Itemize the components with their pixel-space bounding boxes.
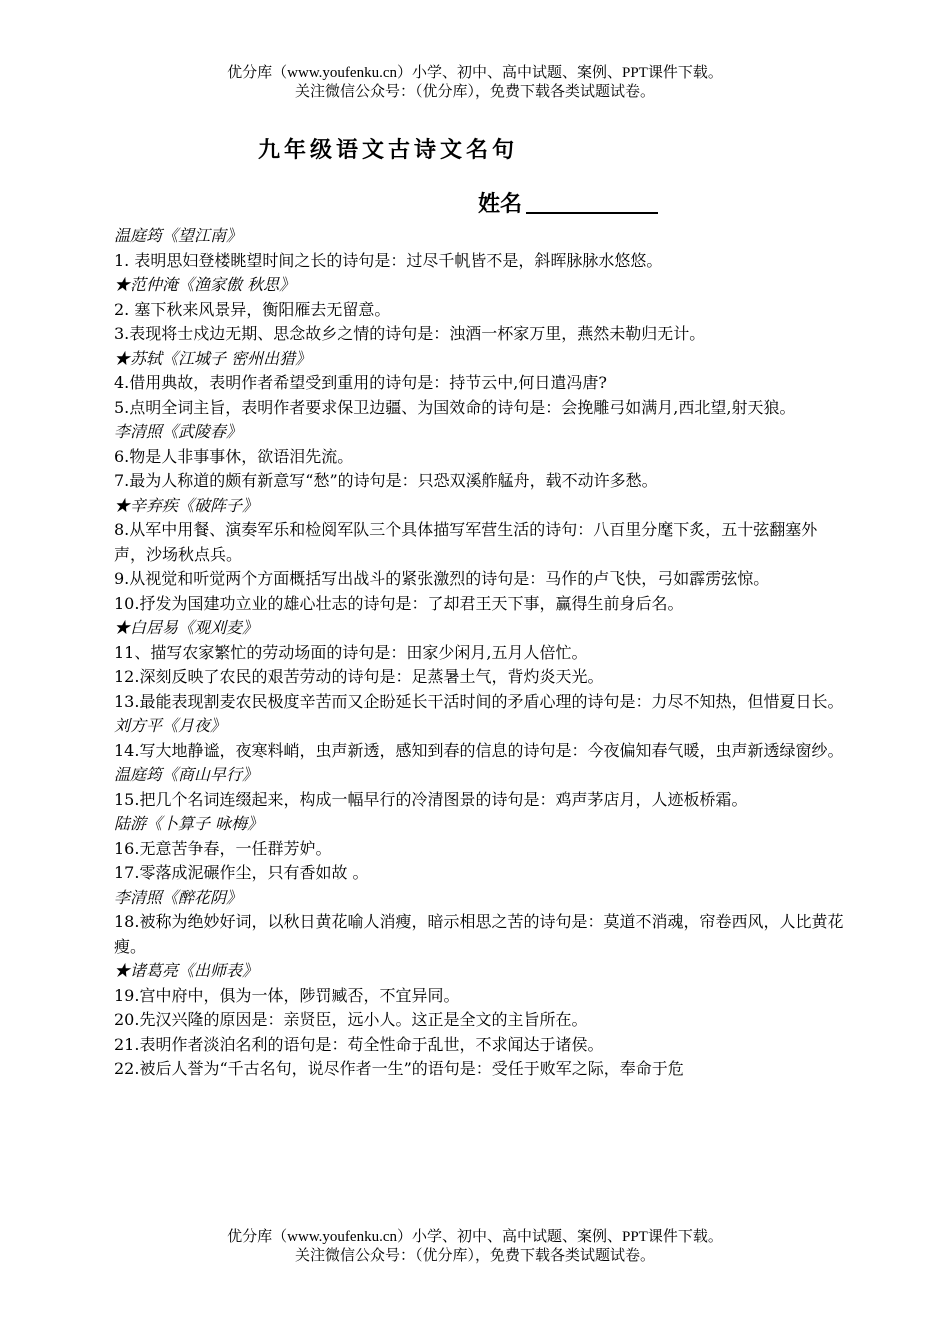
poem-list: [114, 224, 846, 1082]
quote-item: 1. 表明思妇登楼眺望时间之长的诗句是：过尽千帆皆不是，斜晖脉脉水悠悠。: [114, 250, 663, 270]
header-line-2: 关注微信公众号：（优分库），免费下载各类试题试卷。: [294, 84, 655, 100]
page-footer: [0, 1228, 950, 1266]
quote-item: 21.表明作者淡泊名利的语句是：苟全性命于乱世，不求闻达于诸侯。: [114, 1034, 604, 1054]
quote-item: 9.从视觉和听觉两个方面概括写出战斗的紧张激烈的诗句是：马作的卢飞快，弓如霹雳弦惊。: [114, 569, 770, 588]
poem-source-heading: ★辛弃疾《破阵子》: [114, 495, 259, 515]
document-title: 九年级语文古诗文名句: [258, 138, 519, 163]
name-field: [478, 186, 658, 222]
poem-source-heading: 李清照《醉花阴》: [114, 887, 243, 907]
quote-item: 15.把几个名词连缀起来，构成一幅早行的冷清图景的诗句是：鸡声茅店月，人迹板桥霜。: [114, 789, 748, 809]
name-blank-line: [526, 186, 658, 214]
quote-item: 20.先汉兴隆的原因是：亲贤臣，远小人。这正是全文的主旨所在。: [114, 1010, 588, 1029]
poem-source-heading: 李清照《武陵春》: [114, 422, 243, 441]
name-label: 姓名: [478, 192, 523, 217]
quote-item: 14.写大地静谧，夜寒料峭，虫声新透，感知到春的信息的诗句是：今夜偏知春气暖，虫声新透绿窗纱。: [114, 740, 844, 760]
quote-item: 17.零落成泥碾作尘，只有香如故 。: [114, 863, 369, 882]
quote-item: 6.物是人非事事休，欲语泪先流。: [114, 446, 354, 466]
quote-item: 8.从军中用餐、演奏军乐和检阅军队三个具体描写军营生活的诗句：八百里分麾下炙，五十弦翻塞外声，沙场秋点兵。: [114, 520, 818, 564]
header-line-1: 优分库（www.youfenku.cn）小学、初中、高中试题、案例、PPT课件下载。: [227, 65, 723, 81]
poem-source-heading: 陆游《卜算子 咏梅》: [114, 814, 264, 833]
quote-item: 5.点明全词主旨，表明作者要求保卫边疆、为国效命的诗句是：会挽雕弓如满月,西北望,射天狼。: [114, 397, 796, 417]
poem-source-heading: 温庭筠《望江南》: [114, 226, 243, 245]
quote-item: 22.被后人誉为“千古名句，说尽作者一生”的语句是：受任于败军之际，奉命于危: [114, 1059, 684, 1078]
quote-item: 11、描写农家繁忙的劳动场面的诗句是：田家少闲月,五月人倍忙。: [114, 642, 588, 662]
quote-item: 10.抒发为国建功立业的雄心壮志的诗句是：了却君王天下事，赢得生前身后名。: [114, 593, 684, 613]
poem-source-heading: 刘方平《月夜》: [114, 716, 227, 735]
footer-line-2: 关注微信公众号：（优分库），免费下载各类试题试卷。: [294, 1248, 655, 1264]
poem-source-heading: ★白居易《观刈麦》: [114, 618, 259, 637]
quote-item: 12.深刻反映了农民的艰苦劳动的诗句是：足蒸暑土气，背灼炎天光。: [114, 667, 604, 686]
quote-item: 16.无意苦争春，一任群芳妒。: [114, 838, 332, 858]
quote-item: 3.表现将士戍边无期、思念故乡之情的诗句是：浊酒一杯家万里，燕然未勒归无计。: [114, 324, 706, 343]
quote-item: 18.被称为绝妙好词，以秋日黄花喻人消瘦，暗示相思之苦的诗句是：莫道不消魂，帘卷西风，人比黄花瘦。: [114, 912, 844, 956]
quote-item: 4.借用典故，表明作者希望受到重用的诗句是：持节云中,何日遣冯唐?: [114, 373, 607, 392]
footer-line-1: 优分库（www.youfenku.cn）小学、初中、高中试题、案例、PPT课件下载。: [227, 1229, 723, 1245]
poem-source-heading: ★范仲淹《渔家傲 秋思》: [114, 275, 296, 294]
quote-item: 13.最能表现割麦农民极度辛苦而又企盼延长干活时间的矛盾心理的诗句是：力尽不知热，但惜夏日长。: [114, 691, 844, 711]
poem-source-heading: 温庭筠《商山早行》: [114, 765, 259, 784]
quote-item: 7.最为人称道的颇有新意写“愁”的诗句是：只恐双溪舴艋舟，载不动许多愁。: [114, 471, 658, 490]
poem-source-heading: ★诸葛亮《出师表》: [114, 961, 259, 980]
page-header: [0, 64, 950, 102]
quote-item: 2. 塞下秋来风景异，衡阳雁去无留意。: [114, 299, 391, 319]
poem-source-heading: ★苏轼《江城子 密州出猎》: [114, 348, 312, 368]
quote-item: 19.宫中府中，俱为一体，陟罚臧否，不宜异同。: [114, 985, 460, 1005]
